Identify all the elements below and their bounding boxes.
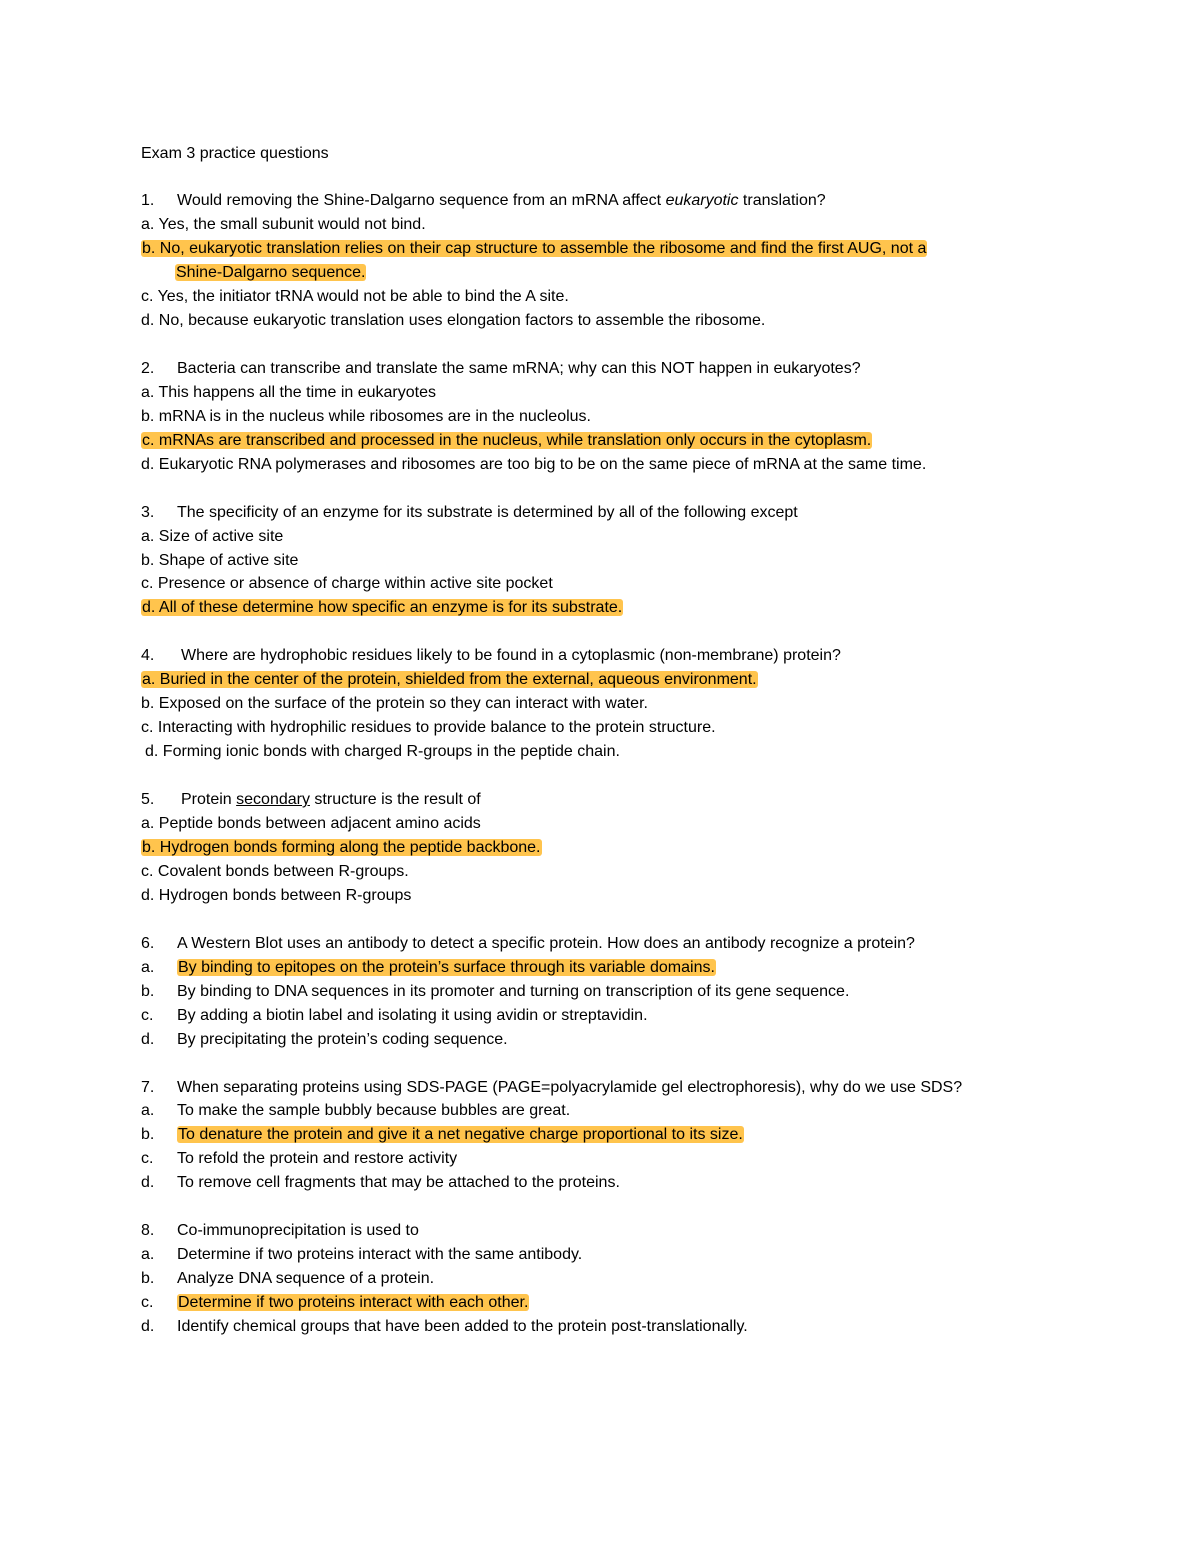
question-5-option-c: c. Covalent bonds between R-groups. — [141, 863, 409, 880]
question-1-number: 1. — [141, 192, 155, 209]
question-2-option-d: d. Eukaryotic RNA polymerases and ribosomes are too big to be on the same piece of mRNA at the same time. — [141, 456, 927, 473]
question-7-number: 7. — [141, 1079, 155, 1096]
question-5-option-b — [141, 837, 542, 859]
question-8-option-a: Determine if two proteins interact with the same antibody. — [177, 1246, 583, 1263]
question-8-option-c-letter: c. — [141, 1294, 154, 1311]
answer-highlight: To denature the protein and give it a net negative charge proportional to its size. — [178, 1126, 743, 1143]
question-8-option-b-letter: b. — [141, 1270, 155, 1287]
question-4-option-a — [141, 669, 758, 691]
question-1-option-b-line-1 — [141, 238, 927, 260]
question-3-text: The specificity of an enzyme for its substrate is determined by all of the following except — [177, 504, 798, 521]
question-6-option-d: By precipitating the protein’s coding sequence. — [177, 1031, 508, 1048]
question-6-option-d-letter: d. — [141, 1031, 155, 1048]
question-7-option-a-letter: a. — [141, 1102, 155, 1119]
question-8-option-d-letter: d. — [141, 1318, 155, 1335]
question-6-number: 6. — [141, 935, 155, 952]
question-6-option-c-letter: c. — [141, 1007, 154, 1024]
question-1-text-em: eukaryotic — [665, 192, 739, 209]
question-6-option-a — [177, 957, 716, 979]
question-6-option-b: By binding to DNA sequences in its promoter and turning on transcription of its gene sequence. — [177, 983, 850, 1000]
question-7-option-a: To make the sample bubbly because bubbles are great. — [177, 1102, 571, 1119]
question-4-text: Where are hydrophobic residues likely to be found in a cytoplasmic (non-membrane) protein? — [181, 647, 841, 664]
question-3-option-d — [141, 597, 623, 619]
question-5-option-d: d. Hydrogen bonds between R-groups — [141, 887, 412, 904]
question-8-option-d: Identify chemical groups that have been added to the protein post-translationally. — [177, 1318, 748, 1335]
question-8-option-a-letter: a. — [141, 1246, 155, 1263]
question-2-option-a: a. This happens all the time in eukaryotes — [141, 384, 436, 401]
answer-highlight: By binding to epitopes on the protein’s surface through its variable domains. — [178, 959, 715, 976]
question-8-number: 8. — [141, 1222, 155, 1239]
question-1-option-c: c. Yes, the initiator tRNA would not be able to bind the A site. — [141, 288, 569, 305]
question-4-option-c: c. Interacting with hydrophilic residues to provide balance to the protein structure. — [141, 719, 716, 736]
answer-highlight: a. Buried in the center of the protein, shielded from the external, aqueous environment. — [142, 671, 757, 688]
question-8-text: Co-immunoprecipitation is used to — [177, 1222, 419, 1239]
question-4-option-d: d. Forming ionic bonds with charged R-groups in the peptide chain. — [145, 743, 620, 760]
question-1-option-b-line-2 — [175, 262, 366, 284]
question-7-text: When separating proteins using SDS-PAGE (PAGE=polyacrylamide gel electrophoresis), why do we use SDS? — [177, 1079, 963, 1096]
question-7-option-b-letter: b. — [141, 1126, 155, 1143]
question-8-option-b: Analyze DNA sequence of a protein. — [177, 1270, 435, 1287]
answer-highlight: d. All of these determine how specific an enzyme is for its substrate. — [142, 599, 623, 616]
question-5-text-underlined: secondary — [236, 791, 310, 808]
answer-highlight: c. mRNAs are transcribed and processed in the nucleus, while translation only occurs in the cytoplasm. — [142, 432, 872, 449]
question-3-option-c: c. Presence or absence of charge within active site pocket — [141, 575, 553, 592]
answer-highlight: Determine if two proteins interact with each other. — [178, 1294, 529, 1311]
question-3-number: 3. — [141, 504, 155, 521]
question-8-option-c — [177, 1292, 529, 1314]
question-4-option-b: b. Exposed on the surface of the protein so they can interact with water. — [141, 695, 648, 712]
question-2-number: 2. — [141, 360, 155, 377]
question-6-option-b-letter: b. — [141, 983, 155, 1000]
question-5-option-a: a. Peptide bonds between adjacent amino acids — [141, 815, 481, 832]
question-1-text-post: translation? — [738, 192, 826, 209]
question-1-option-d: d. No, because eukaryotic translation uses elongation factors to assemble the ribosome. — [141, 312, 766, 329]
question-7-option-d: To remove cell fragments that may be attached to the proteins. — [177, 1174, 620, 1191]
question-2-option-c — [141, 430, 872, 452]
question-2-text: Bacteria can transcribe and translate the same mRNA; why can this NOT happen in eukaryotes? — [177, 360, 861, 377]
answer-highlight: b. Hydrogen bonds forming along the peptide backbone. — [142, 839, 541, 856]
question-5-text-post: structure is the result of — [309, 791, 481, 808]
question-4-number: 4. — [141, 647, 155, 664]
answer-highlight: b. No, eukaryotic translation relies on their cap structure to assemble the ribosome and find the first AUG, not a — [142, 240, 927, 257]
question-5-number: 5. — [141, 791, 155, 808]
question-6-option-a-letter: a. — [141, 959, 155, 976]
question-3-option-a: a. Size of active site — [141, 528, 284, 545]
question-6-text: A Western Blot uses an antibody to detect a specific protein. How does an antibody recognize a protein? — [177, 935, 915, 952]
question-2-option-b: b. mRNA is in the nucleus while ribosomes are in the nucleolus. — [141, 408, 591, 425]
question-7-option-c-letter: c. — [141, 1150, 154, 1167]
document-title: Exam 3 practice questions — [141, 145, 329, 162]
question-7-option-d-letter: d. — [141, 1174, 155, 1191]
answer-highlight: Shine-Dalgarno sequence. — [176, 264, 366, 281]
question-1-text — [177, 190, 826, 212]
question-6-option-c: By adding a biotin label and isolating it using avidin or streptavidin. — [177, 1007, 648, 1024]
question-7-option-b — [177, 1124, 744, 1146]
question-5-text-pre: Protein — [181, 791, 237, 808]
question-7-option-c: To refold the protein and restore activity — [177, 1150, 458, 1167]
question-1-text-pre: Would removing the Shine-Dalgarno sequence from an mRNA affect — [177, 192, 666, 209]
question-5-text — [181, 789, 481, 811]
question-1-option-a: a. Yes, the small subunit would not bind. — [141, 216, 426, 233]
question-3-option-b: b. Shape of active site — [141, 552, 299, 569]
